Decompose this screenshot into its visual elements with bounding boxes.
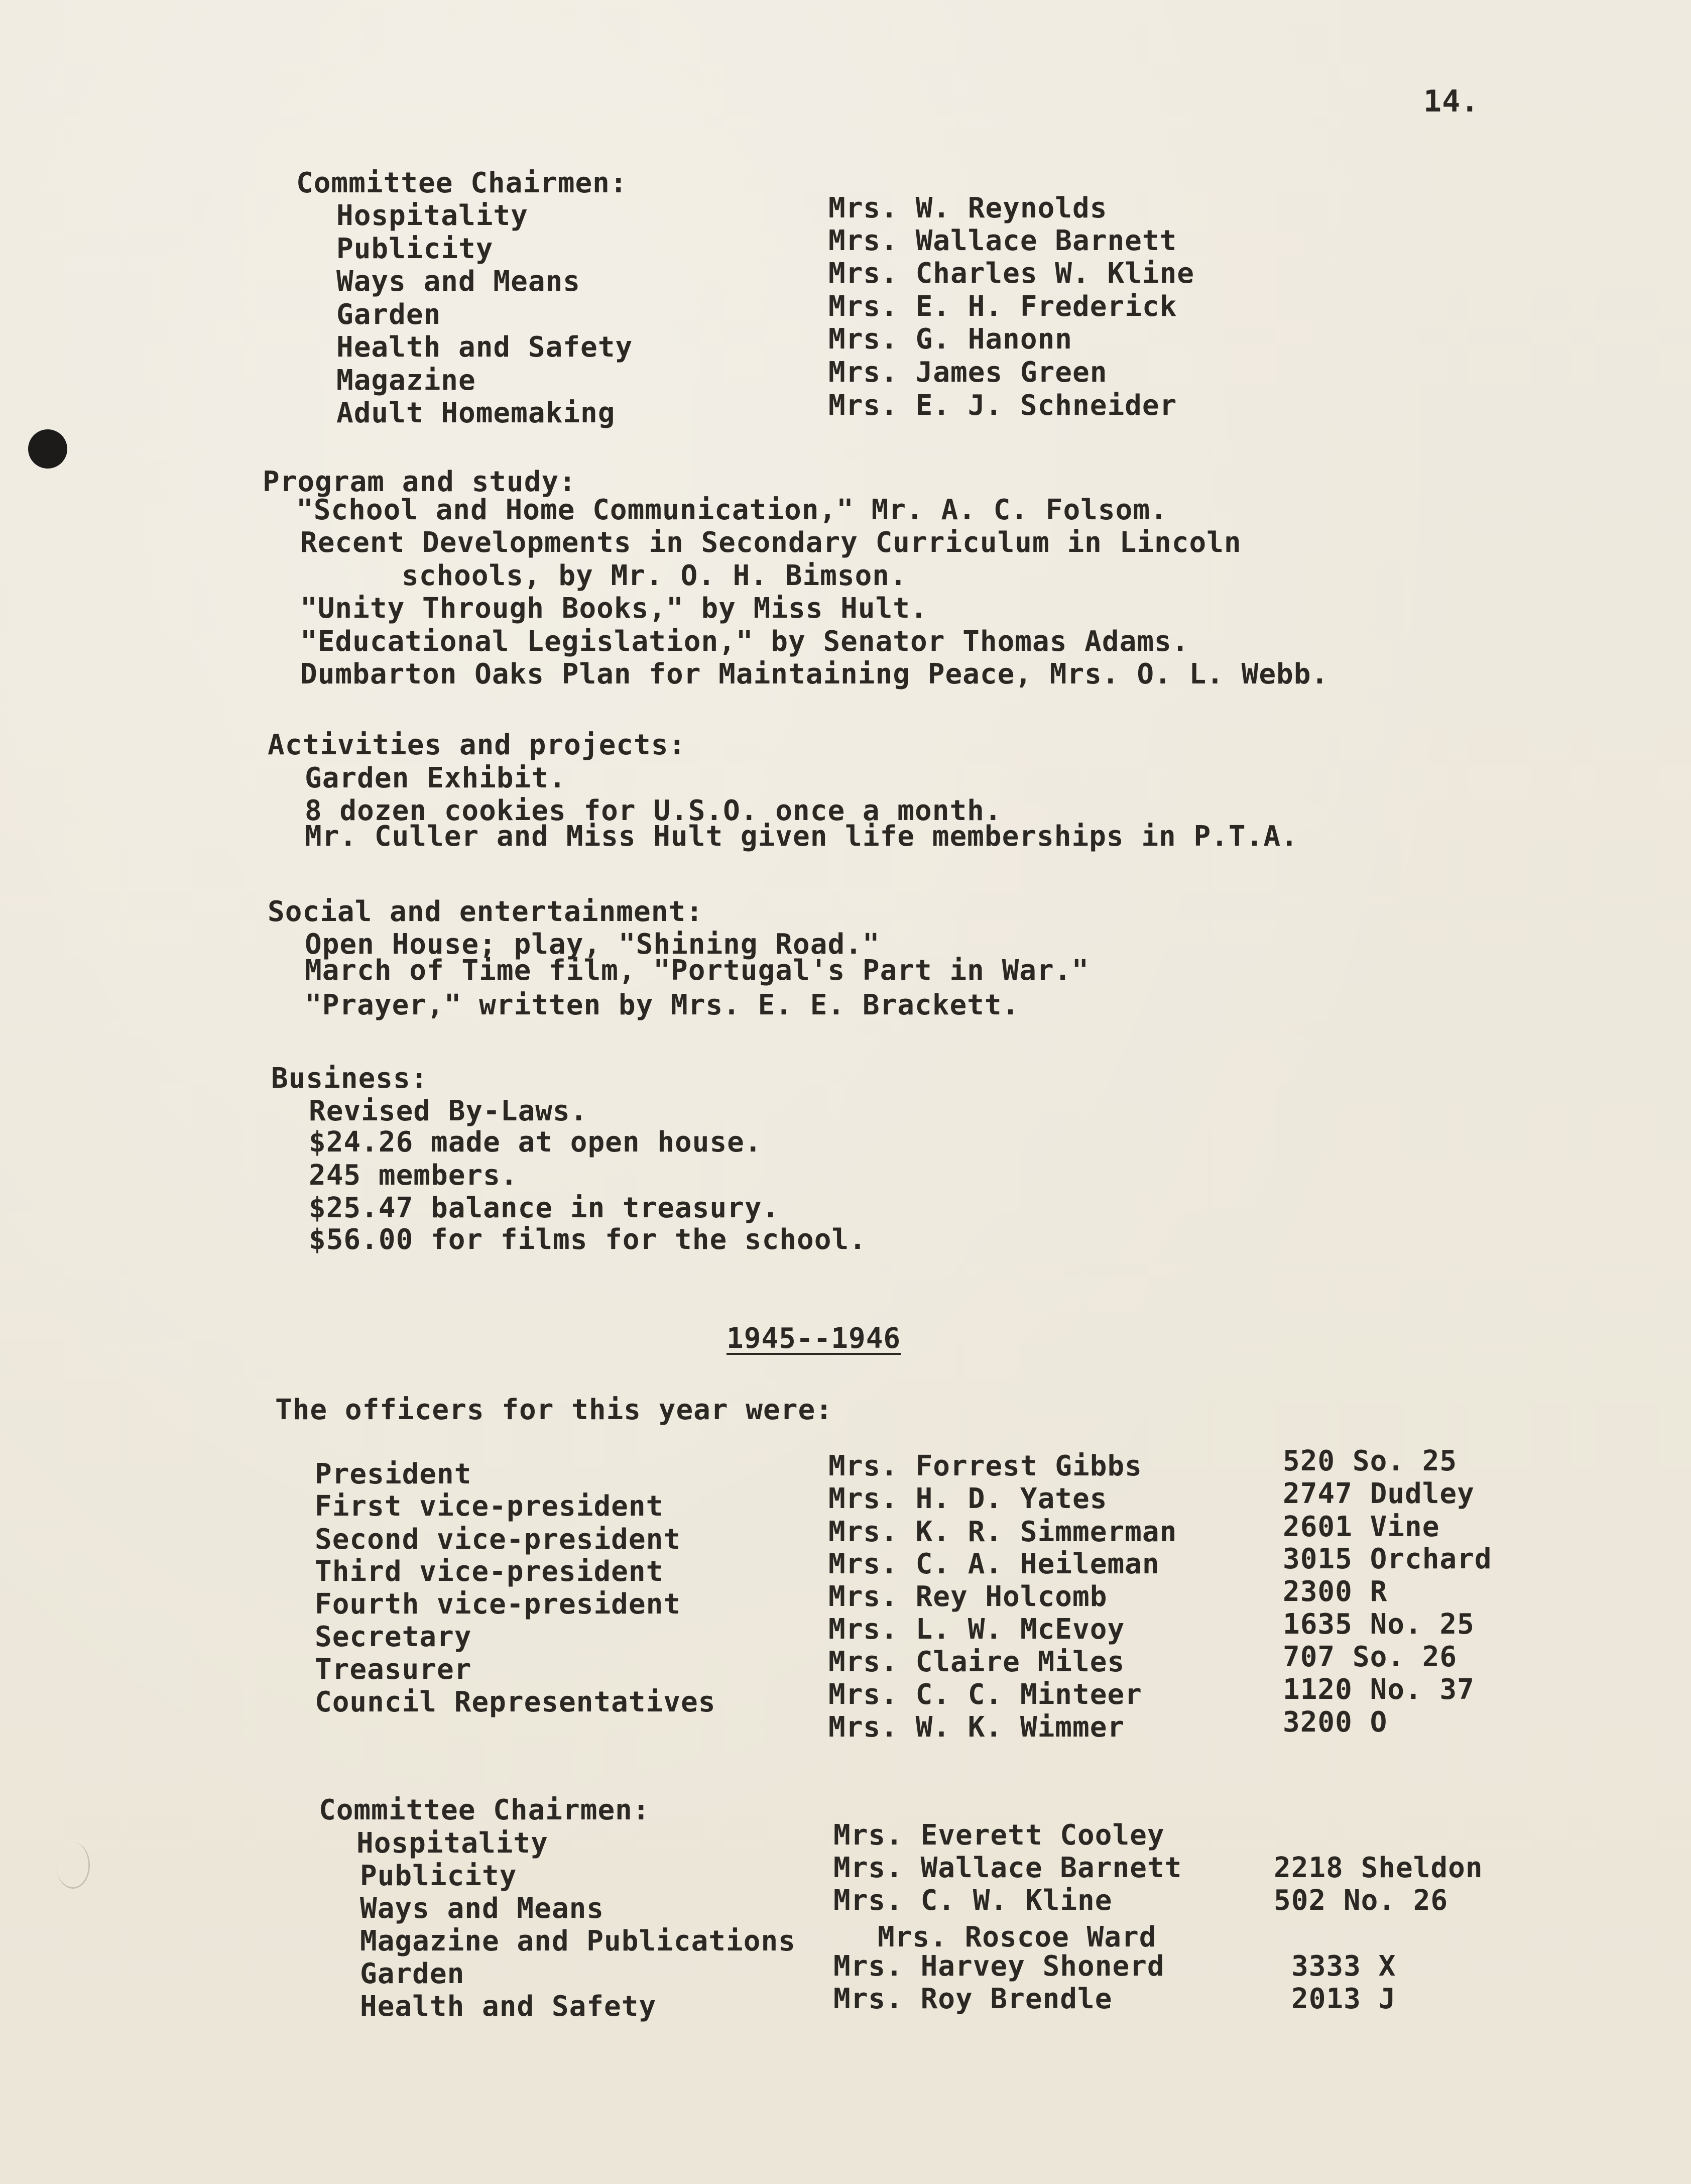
committee-role: Magazine bbox=[336, 364, 476, 397]
committee-name: Mrs. Everett Cooley bbox=[833, 1819, 1165, 1852]
committee-name: Mrs. Wallace Barnett bbox=[833, 1852, 1182, 1884]
officer-role: Council Representatives bbox=[315, 1686, 716, 1718]
business-line: $24.26 made at open house. bbox=[309, 1126, 762, 1159]
officer-role: Fourth vice-president bbox=[315, 1588, 681, 1621]
officer-address: 2300 R bbox=[1283, 1575, 1388, 1608]
committee-name: Mrs. E. H. Frederick bbox=[828, 290, 1177, 323]
committee-role: Hospitality bbox=[336, 199, 528, 232]
committee-heading-1: Committee Chairmen: bbox=[296, 167, 628, 199]
committee-role: Health and Safety bbox=[360, 1990, 657, 2023]
committee-role: Adult Homemaking bbox=[336, 397, 616, 429]
officer-name: Mrs. W. K. Wimmer bbox=[828, 1711, 1125, 1744]
officer-name: Mrs. L. W. McEvoy bbox=[828, 1613, 1125, 1646]
officer-name: Mrs. Claire Miles bbox=[828, 1646, 1125, 1678]
punch-hole bbox=[28, 429, 67, 469]
committee-name: Mrs. E. J. Schneider bbox=[828, 389, 1177, 422]
committee-name: Mrs. Charles W. Kline bbox=[828, 257, 1195, 290]
committee-role: Ways and Means bbox=[336, 265, 581, 298]
officer-name: Mrs. C. C. Minteer bbox=[828, 1678, 1142, 1711]
officer-role: President bbox=[315, 1458, 472, 1490]
committee-role: Hospitality bbox=[356, 1827, 548, 1860]
paper-mark bbox=[56, 1842, 90, 1889]
officer-address: 707 So. 26 bbox=[1283, 1641, 1458, 1673]
officer-role: Second vice-president bbox=[315, 1523, 681, 1556]
program-line: schools, by Mr. O. H. Bimson. bbox=[402, 559, 907, 592]
officer-address: 1635 No. 25 bbox=[1283, 1608, 1475, 1641]
business-line: $56.00 for films for the school. bbox=[309, 1223, 867, 1256]
officer-role: Third vice-president bbox=[315, 1555, 664, 1588]
committee-address: 2013 J bbox=[1291, 1983, 1396, 2015]
committee-name: Mrs. C. W. Kline bbox=[833, 1884, 1113, 1917]
committee-name: Mrs. Roscoe Ward bbox=[878, 1921, 1157, 1953]
committee-role: Publicity bbox=[360, 1860, 517, 1892]
committee-name: Mrs. Roy Brendle bbox=[833, 1983, 1113, 2015]
program-line: Recent Developments in Secondary Curriculum in Lincoln bbox=[300, 526, 1242, 559]
year-heading: 1945--1946 bbox=[727, 1322, 901, 1355]
officer-name: Mrs. Rey Holcomb bbox=[828, 1580, 1108, 1613]
activities-line: Mr. Culler and Miss Hult given life memberships in P.T.A. bbox=[305, 820, 1298, 853]
officer-address: 3015 Orchard bbox=[1283, 1543, 1492, 1575]
social-heading: Social and entertainment: bbox=[268, 895, 703, 928]
social-line: Open House; play, "Shining Road." bbox=[305, 928, 880, 961]
committee-name: Mrs. Harvey Shonerd bbox=[833, 1950, 1165, 1983]
program-heading: Program and study: bbox=[263, 466, 576, 498]
officer-address: 2747 Dudley bbox=[1283, 1477, 1475, 1510]
committee-heading-2: Committee Chairmen: bbox=[319, 1794, 650, 1826]
officer-name: Mrs. K. R. Simmerman bbox=[828, 1516, 1177, 1548]
activities-line: Garden Exhibit. bbox=[305, 762, 566, 794]
committee-address: 2218 Sheldon bbox=[1274, 1852, 1483, 1884]
committee-role: Ways and Means bbox=[360, 1892, 605, 1925]
social-line: "Prayer," written by Mrs. E. E. Brackett. bbox=[305, 989, 1020, 1021]
social-line: March of Time film, "Portugal's Part in War." bbox=[305, 954, 1090, 987]
committee-name: Mrs. James Green bbox=[828, 356, 1108, 389]
committee-role: Garden bbox=[336, 298, 441, 331]
officer-name: Mrs. H. D. Yates bbox=[828, 1482, 1108, 1515]
officer-address: 2601 Vine bbox=[1283, 1511, 1440, 1543]
officer-name: Mrs. Forrest Gibbs bbox=[828, 1450, 1142, 1482]
committee-role: Garden bbox=[360, 1958, 465, 1990]
officer-address: 520 So. 25 bbox=[1283, 1445, 1458, 1477]
officer-role: Secretary bbox=[315, 1621, 472, 1653]
program-line: Dumbarton Oaks Plan for Maintaining Peace, Mrs. O. L. Webb. bbox=[300, 658, 1329, 691]
officer-address: 1120 No. 37 bbox=[1283, 1673, 1475, 1706]
business-line: $25.47 balance in treasury. bbox=[309, 1192, 780, 1224]
officer-role: First vice-president bbox=[315, 1490, 664, 1523]
committee-name: Mrs. G. Hanonn bbox=[828, 323, 1073, 356]
business-heading: Business: bbox=[271, 1062, 428, 1095]
committee-address: 502 No. 26 bbox=[1274, 1884, 1448, 1917]
committee-name: Mrs. Wallace Barnett bbox=[828, 224, 1177, 257]
program-line: "Educational Legislation," by Senator Thomas Adams. bbox=[300, 625, 1189, 658]
program-line: "School and Home Communication," Mr. A. C. Folsom. bbox=[296, 494, 1168, 526]
officer-name: Mrs. C. A. Heileman bbox=[828, 1548, 1160, 1580]
business-line: Revised By-Laws. bbox=[309, 1095, 588, 1127]
committee-role: Health and Safety bbox=[336, 331, 633, 364]
activities-line: 8 dozen cookies for U.S.O. once a month. bbox=[305, 794, 1002, 827]
activities-heading: Activities and projects: bbox=[268, 729, 686, 761]
officer-role: Treasurer bbox=[315, 1653, 472, 1686]
program-line: "Unity Through Books," by Miss Hult. bbox=[300, 592, 928, 625]
committee-name: Mrs. W. Reynolds bbox=[828, 192, 1108, 224]
committee-address: 3333 X bbox=[1291, 1950, 1396, 1983]
page-number: 14. bbox=[1423, 84, 1480, 119]
officer-address: 3200 O bbox=[1283, 1706, 1388, 1739]
business-line: 245 members. bbox=[309, 1159, 518, 1192]
committee-role: Publicity bbox=[336, 233, 494, 265]
committee-role-magazine: Magazine and Publications bbox=[360, 1925, 796, 1958]
officers-intro: The officers for this year were: bbox=[275, 1394, 833, 1426]
